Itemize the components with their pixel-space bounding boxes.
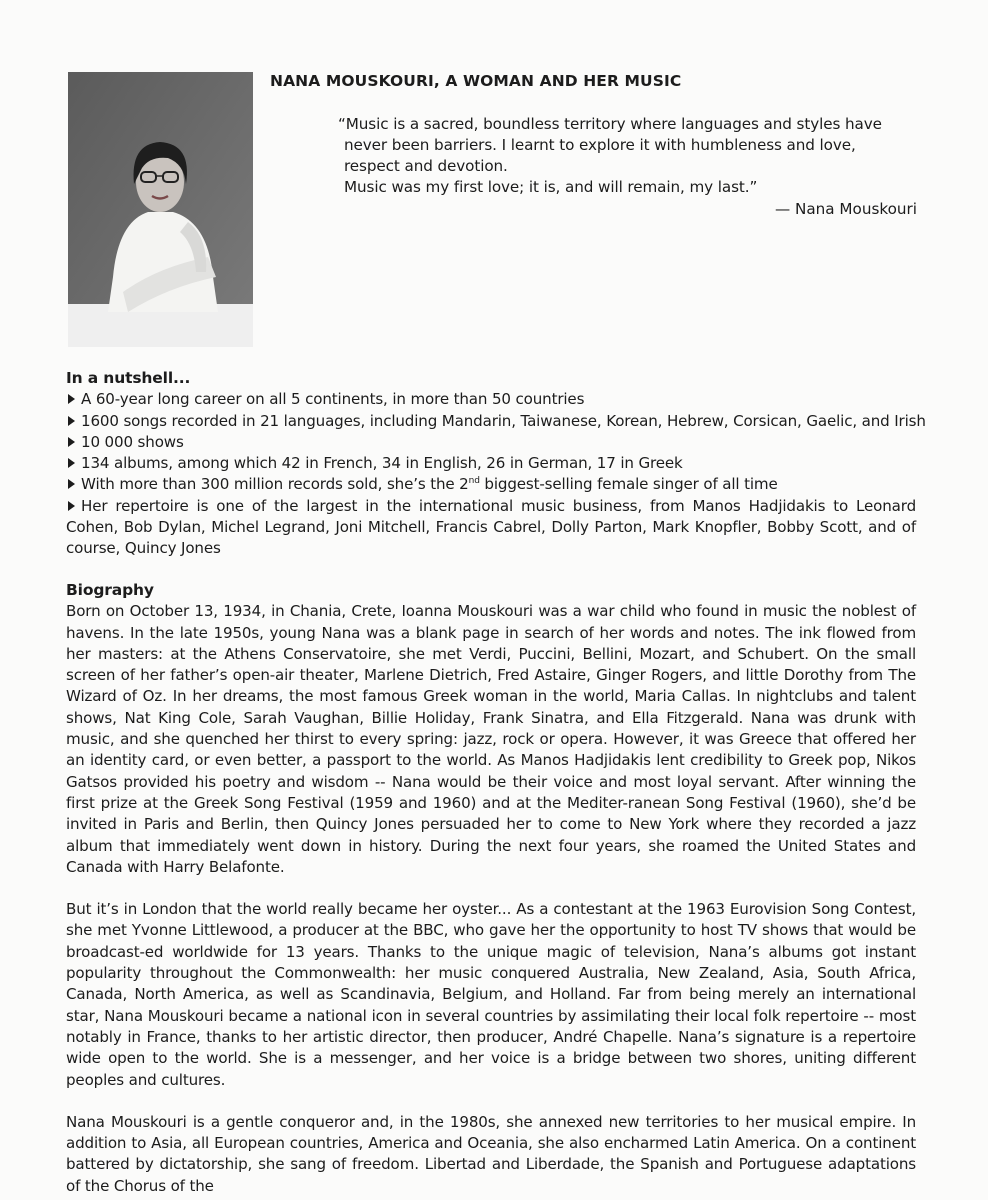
portrait-photo <box>68 72 253 347</box>
triangle-bullet-icon <box>68 458 75 468</box>
quote-line: never been barriers. I learnt to explore it with humbleness and love, <box>344 136 856 154</box>
biography-heading: Biography <box>66 581 154 599</box>
biography-paragraph: Born on October 13, 1934, in Chania, Crete, Ioanna Mouskouri was a war child who found in music the noblest of havens. In the late 1950s, young Nana was a blank page in search of her words and notes. The ink flowed from her masters: at the Athens Conservatoire, she met Verdi, Puccini, Bellini, Mozart, and Schubert. On the small screen of her father’s open-air theater, Marlene Dietrich, Fred Astaire, Ginger Rogers, and little Dorothy from The Wizard of Oz. In her dreams, the most famous Greek woman in the world, Maria Callas. In nightclubs and talent shows, Nat King Cole, Sarah Vaughan, Billie Holiday, Frank Sinatra, and Ella Fitzgerald. Nana was drunk with music, and she quenched her thirst to every spring: jazz, rock or opera. However, it was Greece that offered her an identity card, or even better, a passport to the world. As Manos Hadjidakis lent credibility to Greek pop, Nikos Gatsos provided his poetry and wisdom -- Nana would be their voice and most loyal servant. After winning the first prize at the Greek Song Festival (1959 and 1960) and at the Mediter-ranean Song Festival (1960), she’d be invited in Paris and Berlin, then Quincy Jones persuaded her to come to New York where they recorded a jazz album that immediately went down in history. During the next four years, she roamed the United States and Canada with Harry Belafonte. <box>66 602 916 876</box>
quote-attribution: — Nana Mouskouri <box>774 200 917 218</box>
quote-line: “Music is a sacred, boundless territory where languages and styles have <box>338 115 882 133</box>
quote-line: respect and devotion. <box>344 157 508 175</box>
biography-paragraph: Nana Mouskouri is a gentle conqueror and, in the 1980s, she annexed new territories to her musical empire. In addition to Asia, all European countries, America and Oceania, she also encharmed Latin America. On a continent battered by dictatorship, she sang of freedom. Libertad and Liberdade, the Spanish and Portuguese adaptations of the Chorus of the <box>66 1112 916 1195</box>
triangle-bullet-icon <box>68 416 75 426</box>
nutshell-item: Her repertoire is one of the largest in the international music business, from Manos Hadjidakis to Leonard Cohen, Bob Dylan, Michel Legrand, Joni Mitchell, Francis Cabrel, Dolly Parton, Mark Knopfler, Bobby Scott, and of course, Quincy Jones <box>66 496 916 558</box>
biography-paragraph: But it’s in London that the world really became her oyster... As a contestant at the 1963 Eurovision Song Contest, she met Yvonne Littlewood, a producer at the BBC, who gave her the opportunity to host TV shows that would be broadcast-ed worldwide for 13 years. Thanks to the unique magic of television, Nana’s albums got instant popularity throughout the Commonwealth: her music conquered Australia, New Zealand, Asia, South Africa, Canada, North America, as well as Scandinavia, Belgium, and Holland. Far from being merely an international star, Nana Mouskouri became a national icon in several countries by assimilating their local folk repertoire -- most notably in France, thanks to her artistic director, then producer, André Chapelle. Nana’s signature is a repertoire wide open to the world. She is a messenger, and her voice is a bridge between two shores, uniting different peoples and cultures. <box>66 900 916 1089</box>
nutshell-item: 1600 songs recorded in 21 languages, including Mandarin, Taiwanese, Korean, Hebrew, Corsican, Gaelic, and Irish <box>66 411 916 432</box>
nutshell-item: A 60-year long career on all 5 continents, in more than 50 countries <box>66 389 916 410</box>
triangle-bullet-icon <box>68 501 75 511</box>
portrait-image <box>68 72 253 347</box>
triangle-bullet-icon <box>68 394 75 404</box>
nutshell-heading: In a nutshell... <box>66 369 191 387</box>
biography-section <box>66 580 916 1197</box>
triangle-bullet-icon <box>68 479 75 489</box>
article-title: NANA MOUSKOURI, A WOMAN AND HER MUSIC <box>270 72 682 90</box>
quote-line: Music was my first love; it is, and will remain, my last.” <box>344 178 758 196</box>
nutshell-item: With more than 300 million records sold, she’s the 2nd biggest-selling female singer of all time <box>66 474 916 495</box>
nutshell-item: 10 000 shows <box>66 432 916 453</box>
triangle-bullet-icon <box>68 437 75 447</box>
nutshell-section <box>66 368 926 560</box>
nutshell-item: 134 albums, among which 42 in French, 34 in English, 26 in German, 17 in Greek <box>66 453 916 474</box>
epigraph-quote <box>338 114 898 198</box>
